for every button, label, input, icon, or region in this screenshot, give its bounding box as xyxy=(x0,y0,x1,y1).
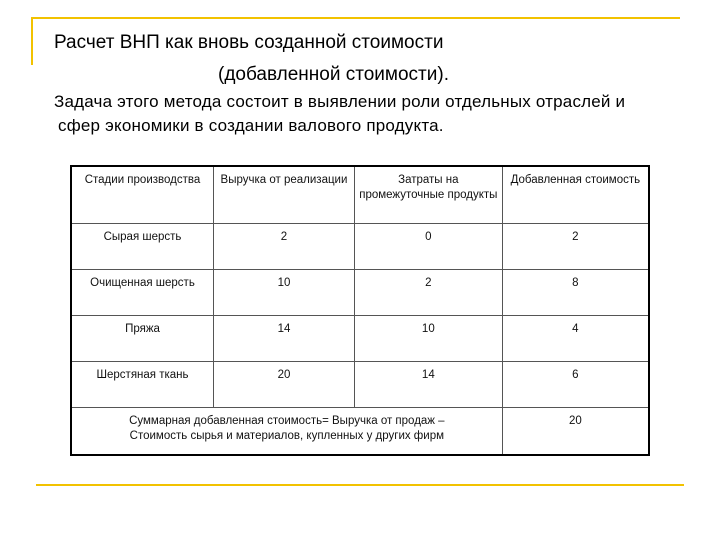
cell-intermediate-costs: 10 xyxy=(354,316,502,362)
table-row xyxy=(71,224,649,270)
cell-value-added: 6 xyxy=(502,362,649,408)
header-value-added: Добавленная стоимость xyxy=(502,166,649,224)
cell-stage: Сырая шерсть xyxy=(71,224,213,270)
decorative-top-rule xyxy=(31,17,680,19)
table-row xyxy=(71,316,649,362)
cell-value-added: 4 xyxy=(502,316,649,362)
cell-revenue: 20 xyxy=(213,362,354,408)
intro-text xyxy=(54,90,709,138)
header-revenue: Выручка от реализации xyxy=(213,166,354,224)
cell-stage: Пряжа xyxy=(71,316,213,362)
cell-value-added: 2 xyxy=(502,224,649,270)
decorative-bottom-rule xyxy=(36,484,684,486)
cell-intermediate-costs: 14 xyxy=(354,362,502,408)
cell-intermediate-costs: 2 xyxy=(354,270,502,316)
cell-intermediate-costs: 0 xyxy=(354,224,502,270)
cell-stage: Шерстяная ткань xyxy=(71,362,213,408)
summary-value: 20 xyxy=(502,408,649,456)
cell-revenue: 2 xyxy=(213,224,354,270)
table-summary-row xyxy=(71,408,649,456)
summary-label-line-2: Стоимость сырья и материалов, купленных у других фирм xyxy=(129,430,444,442)
header-intermediate-costs: Затраты на промежуточные продукты xyxy=(354,166,502,224)
summary-label-line-1: Суммарная добавленная стоимость= Выручка от продаж – xyxy=(129,415,445,427)
decorative-left-rule xyxy=(31,17,33,65)
cell-value-added: 8 xyxy=(502,270,649,316)
cell-revenue: 10 xyxy=(213,270,354,316)
table-row xyxy=(71,270,649,316)
slide-title-line-1: Расчет ВНП как вновь созданной стоимости xyxy=(54,32,444,53)
header-stage: Стадии производства xyxy=(71,166,213,224)
table-row xyxy=(71,362,649,408)
cell-revenue: 14 xyxy=(213,316,354,362)
table-header-row xyxy=(71,166,649,224)
intro-line-1: Задача этого метода состоит в выявлении роли отдельных отраслей и xyxy=(54,92,626,111)
slide-title-line-2: (добавленной стоимости). xyxy=(218,64,449,85)
cell-stage: Очищенная шерсть xyxy=(71,270,213,316)
value-added-table xyxy=(70,165,650,456)
intro-line-2: сфер экономики в создании валового продукта. xyxy=(58,116,444,135)
summary-label xyxy=(71,408,502,456)
